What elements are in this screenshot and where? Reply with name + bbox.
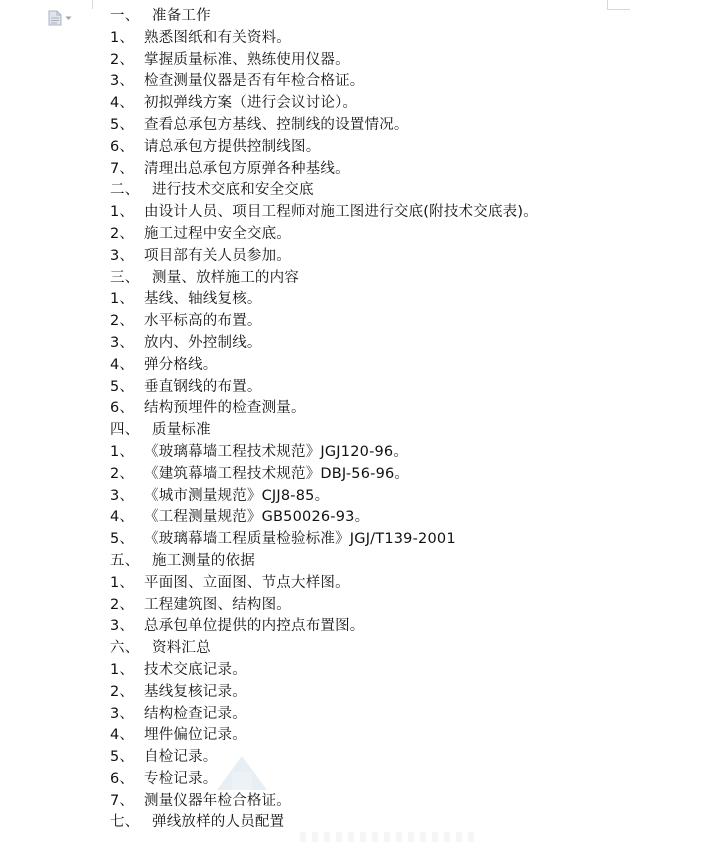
document-body: [110, 6, 710, 834]
list-item: [110, 507, 710, 529]
list-item-text: 弹分格线。: [144, 356, 218, 373]
list-item: [110, 202, 710, 224]
watermark-logo: [212, 752, 272, 792]
list-item-text: 基线复核记录。: [144, 683, 247, 700]
page-corner-left: [92, 0, 93, 9]
section-number: 六、: [110, 640, 140, 657]
list-item-text: 掌握质量标准、熟练使用仪器。: [144, 51, 350, 68]
list-item: [110, 464, 710, 486]
section-number: 三、: [110, 269, 140, 286]
list-item: [110, 246, 710, 268]
list-item-text: 《工程测量规范》GB50026-93。: [144, 509, 370, 526]
list-item-text: 施工过程中安全交底。: [144, 225, 291, 242]
list-item-text: 技术交底记录。: [144, 661, 247, 678]
paste-options-button[interactable]: [48, 9, 78, 27]
list-item-text: 清理出总承包方原弹各种基线。: [144, 160, 350, 177]
list-item: [110, 377, 710, 399]
list-item-number: 2、: [110, 51, 135, 68]
list-item-text: 由设计人员、项目工程师对施工图进行交底(附技术交底表)。: [144, 204, 538, 221]
list-item: [110, 137, 710, 159]
list-item-text: 《建筑幕墙工程技术规范》DBJ-56-96。: [144, 465, 410, 482]
list-item-number: 3、: [110, 334, 135, 351]
section-number: 二、: [110, 182, 140, 199]
list-item-text: 初拟弹线方案（进行会议讨论）。: [144, 95, 358, 112]
list-item: [110, 224, 710, 246]
list-item-text: 埋件偏位记录。: [144, 727, 247, 744]
list-item-number: 2、: [110, 596, 135, 613]
section-title: 资料汇总: [152, 640, 211, 657]
list-item-text: 平面图、立面图、节点大样图。: [144, 574, 350, 591]
list-item-text: 自检记录。: [144, 749, 218, 766]
list-item: [110, 595, 710, 617]
list-item-number: 3、: [110, 73, 135, 90]
list-item-text: 测量仪器年检合格证。: [144, 792, 291, 809]
list-item-number: 2、: [110, 683, 135, 700]
list-item: [110, 355, 710, 377]
list-item: [110, 704, 710, 726]
list-item-number: 6、: [110, 400, 135, 417]
list-item: [110, 616, 710, 638]
list-item: [110, 769, 710, 791]
section-heading: [110, 420, 710, 442]
section-title: 测量、放样施工的内容: [152, 269, 299, 286]
list-item: [110, 791, 710, 813]
list-item: [110, 529, 710, 551]
list-item-text: 垂直钢线的布置。: [144, 378, 262, 395]
document-icon: [48, 10, 62, 26]
list-item-number: 1、: [110, 661, 135, 678]
list-item-text: 查看总承包方基线、控制线的设置情况。: [144, 116, 409, 133]
list-item-number: 5、: [110, 531, 135, 548]
list-item-text: 《玻璃幕墙工程技术规范》JGJ120-96。: [144, 443, 409, 460]
section-heading: [110, 638, 710, 660]
list-item: [110, 28, 710, 50]
list-item-number: 3、: [110, 247, 135, 264]
list-item-text: 水平标高的布置。: [144, 313, 262, 330]
list-item-number: 3、: [110, 705, 135, 722]
list-item-text: 熟悉图纸和有关资料。: [144, 29, 291, 46]
list-item-text: 项目部有关人员参加。: [144, 247, 291, 264]
list-item-text: 结构检查记录。: [144, 705, 247, 722]
list-item: [110, 442, 710, 464]
list-item-number: 6、: [110, 138, 135, 155]
list-item-number: 4、: [110, 509, 135, 526]
list-item-text: 专检记录。: [144, 770, 218, 787]
list-item: [110, 398, 710, 420]
list-item-number: 4、: [110, 727, 135, 744]
list-item: [110, 289, 710, 311]
section-number: 一、: [110, 8, 140, 24]
section-title: 弹线放样的人员配置: [152, 814, 285, 831]
list-item: [110, 115, 710, 137]
list-item-number: 2、: [110, 225, 135, 242]
list-item-number: 4、: [110, 356, 135, 373]
chevron-down-icon: [65, 16, 72, 21]
section-title: 质量标准: [152, 422, 211, 439]
list-item-text: 基线、轴线复核。: [144, 291, 262, 308]
list-item: [110, 573, 710, 595]
list-item-number: 2、: [110, 465, 135, 482]
list-item-number: 5、: [110, 378, 135, 395]
section-heading: [110, 268, 710, 290]
list-item-text: 请总承包方提供控制线图。: [144, 138, 321, 155]
list-item-text: 结构预埋件的检查测量。: [144, 400, 306, 417]
list-item-number: 7、: [110, 792, 135, 809]
list-item-number: 3、: [110, 618, 135, 635]
list-item-number: 5、: [110, 116, 135, 133]
section-heading: [110, 812, 710, 834]
faint-footer-text: [300, 832, 480, 842]
section-heading: [110, 6, 710, 28]
section-heading: [110, 551, 710, 573]
list-item-number: 3、: [110, 487, 135, 504]
list-item: [110, 486, 710, 508]
list-item-text: 总承包单位提供的内控点布置图。: [144, 618, 365, 635]
list-item: [110, 660, 710, 682]
list-item-text: 《玻璃幕墙工程质量检验标准》JGJ/T139-2001: [144, 531, 456, 548]
list-item-number: 7、: [110, 160, 135, 177]
list-item: [110, 725, 710, 747]
list-item-number: 1、: [110, 29, 135, 46]
list-item-number: 1、: [110, 574, 135, 591]
list-item-number: 6、: [110, 770, 135, 787]
list-item: [110, 93, 710, 115]
section-title: 施工测量的依据: [152, 552, 255, 569]
list-item-number: 5、: [110, 749, 135, 766]
section-heading: [110, 180, 710, 202]
list-item-number: 2、: [110, 313, 135, 330]
list-item: [110, 747, 710, 769]
section-number: 五、: [110, 552, 140, 569]
list-item-number: 4、: [110, 95, 135, 112]
list-item: [110, 682, 710, 704]
list-item: [110, 71, 710, 93]
section-title: 准备工作: [152, 8, 211, 24]
list-item-text: 放内、外控制线。: [144, 334, 262, 351]
section-number: 七、: [110, 814, 140, 831]
list-item: [110, 333, 710, 355]
section-title: 进行技术交底和安全交底: [152, 182, 314, 199]
list-item: [110, 311, 710, 333]
list-item-text: 《城市测量规范》CJJ8-85。: [144, 487, 330, 504]
list-item-text: 检查测量仪器是否有年检合格证。: [144, 73, 365, 90]
list-item: [110, 159, 710, 181]
list-item-number: 1、: [110, 443, 135, 460]
list-item-number: 1、: [110, 204, 135, 221]
section-number: 四、: [110, 422, 140, 439]
list-item-number: 1、: [110, 291, 135, 308]
list-item: [110, 50, 710, 72]
list-item-text: 工程建筑图、结构图。: [144, 596, 291, 613]
